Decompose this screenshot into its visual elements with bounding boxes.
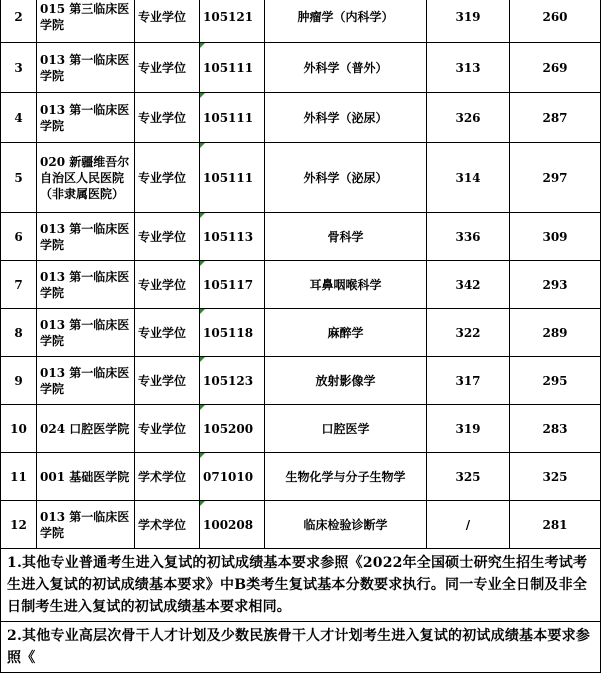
note-row bbox=[1, 622, 601, 673]
table-row bbox=[1, 0, 601, 43]
row-index[interactable]: 10 bbox=[1, 405, 37, 453]
college-cell[interactable]: 013 第一临床医学院 bbox=[37, 213, 135, 261]
degree-type-cell[interactable]: 学术学位 bbox=[135, 501, 200, 549]
major-name-cell[interactable]: 外科学（普外） bbox=[265, 43, 427, 93]
row-index[interactable]: 9 bbox=[1, 357, 37, 405]
row-index[interactable]: 4 bbox=[1, 93, 37, 143]
degree-type-cell[interactable]: 专业学位 bbox=[135, 405, 200, 453]
score-other-cell[interactable]: 289 bbox=[510, 309, 601, 357]
score-other-cell[interactable]: 269 bbox=[510, 43, 601, 93]
major-name-cell[interactable]: 放射影像学 bbox=[265, 357, 427, 405]
major-name-cell[interactable]: 麻醉学 bbox=[265, 309, 427, 357]
college-cell[interactable]: 013 第一临床医学院 bbox=[37, 309, 135, 357]
major-name-cell[interactable]: 骨科学 bbox=[265, 213, 427, 261]
row-index[interactable]: 11 bbox=[1, 453, 37, 501]
table-row bbox=[1, 43, 601, 93]
degree-type-cell[interactable]: 专业学位 bbox=[135, 0, 200, 43]
major-name-cell[interactable]: 临床检验诊断学 bbox=[265, 501, 427, 549]
degree-type-cell[interactable]: 专业学位 bbox=[135, 43, 200, 93]
table-row bbox=[1, 261, 601, 309]
row-index[interactable]: 3 bbox=[1, 43, 37, 93]
table-row bbox=[1, 93, 601, 143]
row-index[interactable]: 7 bbox=[1, 261, 37, 309]
score-other-cell[interactable]: 260 bbox=[510, 0, 601, 43]
score-total-cell[interactable]: 319 bbox=[427, 405, 510, 453]
major-code-cell[interactable]: 105123 bbox=[200, 357, 265, 405]
college-cell[interactable]: 013 第一临床医学院 bbox=[37, 501, 135, 549]
score-total-cell[interactable]: 319 bbox=[427, 0, 510, 43]
major-name-cell[interactable]: 外科学（泌尿） bbox=[265, 93, 427, 143]
degree-type-cell[interactable]: 专业学位 bbox=[135, 309, 200, 357]
row-index[interactable]: 5 bbox=[1, 143, 37, 213]
table-row bbox=[1, 143, 601, 213]
degree-type-cell[interactable]: 专业学位 bbox=[135, 143, 200, 213]
college-cell[interactable]: 013 第一临床医学院 bbox=[37, 261, 135, 309]
score-other-cell[interactable]: 309 bbox=[510, 213, 601, 261]
college-cell[interactable]: 015 第三临床医学院 bbox=[37, 0, 135, 43]
row-index[interactable]: 12 bbox=[1, 501, 37, 549]
major-code-cell[interactable]: 105113 bbox=[200, 213, 265, 261]
score-other-cell[interactable]: 287 bbox=[510, 93, 601, 143]
degree-type-cell[interactable]: 专业学位 bbox=[135, 357, 200, 405]
row-index[interactable]: 8 bbox=[1, 309, 37, 357]
degree-type-cell[interactable]: 专业学位 bbox=[135, 213, 200, 261]
table-row bbox=[1, 357, 601, 405]
score-other-cell[interactable]: 325 bbox=[510, 453, 601, 501]
table-row bbox=[1, 213, 601, 261]
major-code-cell[interactable]: 105111 bbox=[200, 143, 265, 213]
score-total-cell[interactable]: 336 bbox=[427, 213, 510, 261]
major-name-cell[interactable]: 生物化学与分子生物学 bbox=[265, 453, 427, 501]
score-other-cell[interactable]: 281 bbox=[510, 501, 601, 549]
note-text[interactable]: 2.其他专业高层次骨干人才计划及少数民族骨干人才计划考生进入复试的初试成绩基本要求参照《 bbox=[1, 622, 601, 673]
row-index[interactable]: 6 bbox=[1, 213, 37, 261]
score-total-cell[interactable]: / bbox=[427, 501, 510, 549]
major-code-cell[interactable]: 105121 bbox=[200, 0, 265, 43]
score-total-cell[interactable]: 342 bbox=[427, 261, 510, 309]
major-name-cell[interactable]: 外科学（泌尿） bbox=[265, 143, 427, 213]
major-code-cell[interactable]: 100208 bbox=[200, 501, 265, 549]
score-other-cell[interactable]: 297 bbox=[510, 143, 601, 213]
score-total-cell[interactable]: 326 bbox=[427, 93, 510, 143]
college-cell[interactable]: 024 口腔医学院 bbox=[37, 405, 135, 453]
score-other-cell[interactable]: 295 bbox=[510, 357, 601, 405]
table-row bbox=[1, 453, 601, 501]
college-cell[interactable]: 013 第一临床医学院 bbox=[37, 43, 135, 93]
table-body bbox=[1, 0, 601, 673]
score-total-cell[interactable]: 322 bbox=[427, 309, 510, 357]
table-row bbox=[1, 309, 601, 357]
row-index[interactable]: 2 bbox=[1, 0, 37, 43]
major-name-cell[interactable]: 肿瘤学（内科学） bbox=[265, 0, 427, 43]
college-cell[interactable]: 001 基础医学院 bbox=[37, 453, 135, 501]
table-row bbox=[1, 405, 601, 453]
score-other-cell[interactable]: 283 bbox=[510, 405, 601, 453]
score-total-cell[interactable]: 317 bbox=[427, 357, 510, 405]
degree-type-cell[interactable]: 专业学位 bbox=[135, 93, 200, 143]
degree-type-cell[interactable]: 专业学位 bbox=[135, 261, 200, 309]
major-code-cell[interactable]: 105111 bbox=[200, 43, 265, 93]
score-total-cell[interactable]: 314 bbox=[427, 143, 510, 213]
score-other-cell[interactable]: 293 bbox=[510, 261, 601, 309]
major-code-cell[interactable]: 105111 bbox=[200, 93, 265, 143]
table-row bbox=[1, 501, 601, 549]
college-cell[interactable]: 020 新疆维吾尔自治区人民医院（非隶属医院） bbox=[37, 143, 135, 213]
score-total-cell[interactable]: 313 bbox=[427, 43, 510, 93]
college-cell[interactable]: 013 第一临床医学院 bbox=[37, 357, 135, 405]
college-cell[interactable]: 013 第一临床医学院 bbox=[37, 93, 135, 143]
degree-type-cell[interactable]: 学术学位 bbox=[135, 453, 200, 501]
major-code-cell[interactable]: 071010 bbox=[200, 453, 265, 501]
note-row bbox=[1, 549, 601, 622]
major-code-cell[interactable]: 105118 bbox=[200, 309, 265, 357]
major-code-cell[interactable]: 105117 bbox=[200, 261, 265, 309]
note-text[interactable]: 1.其他专业普通考生进入复试的初试成绩基本要求参照《2022年全国硕士研究生招生考试考生进入复试的初试成绩基本要求》中B类考生复试基本分数要求执行。同一专业全日制及非全日制考生进入复试的初试成绩基本要求相同。 bbox=[1, 549, 601, 622]
major-name-cell[interactable]: 口腔医学 bbox=[265, 405, 427, 453]
major-name-cell[interactable]: 耳鼻咽喉科学 bbox=[265, 261, 427, 309]
score-total-cell[interactable]: 325 bbox=[427, 453, 510, 501]
major-code-cell[interactable]: 105200 bbox=[200, 405, 265, 453]
